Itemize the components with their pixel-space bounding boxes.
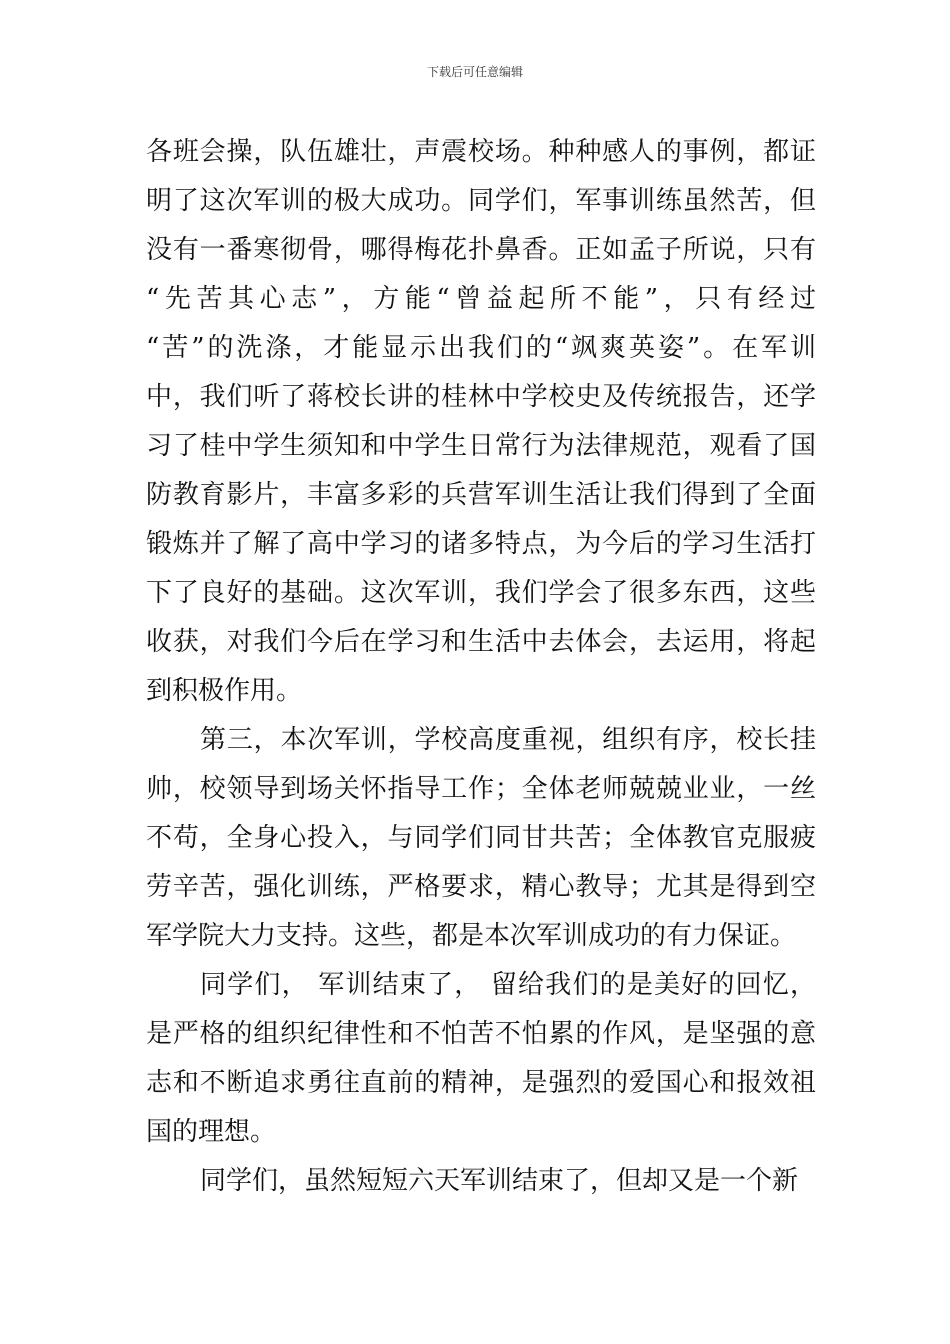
text-line: 各班会操，队伍雄壮，声震校场。种种感人的事例，都证 — [146, 137, 816, 167]
text-line: 防教育影片，丰富多彩的兵营军训生活让我们得到了全面 — [146, 480, 816, 510]
text-line: 第三，本次军训，学校高度重视，组织有序，校长挂 — [200, 725, 816, 755]
page-header: 下载后可任意编辑 — [426, 65, 523, 79]
text-line: 帅，校领导到场关怀指导工作；全体老师兢兢业业，一丝 — [146, 774, 816, 804]
paragraph-1 — [146, 128, 816, 716]
text-line: 中，我们听了蒋校长讲的桂林中学校史及传统报告，还学 — [146, 382, 816, 412]
paragraph-2 — [146, 716, 816, 961]
text-line: 不苟，全身心投入，与同学们同甘共苦；全体教官克服疲 — [146, 823, 816, 853]
text-line: 明了这次军训的极大成功。同学们，军事训练虽然苦，但 — [146, 186, 816, 216]
text-line: 习了桂中学生须知和中学生日常行为法律规范，观看了国 — [146, 431, 816, 461]
text-line: 锻炼并了解了高中学习的诸多特点，为今后的学习生活打 — [146, 529, 816, 559]
paragraph-4 — [146, 1157, 816, 1206]
text-line: 国的理想。 — [146, 1117, 277, 1147]
text-line: 军学院大力支持。这些，都是本次军训成功的有力保证。 — [146, 921, 797, 951]
text-line: 下了良好的基础。这次军训，我们学会了很多东西，这些 — [146, 578, 816, 608]
text-line: 没有一番寒彻骨，哪得梅花扑鼻香。正如孟子所说，只有 — [146, 235, 816, 265]
text-line: 收获，对我们今后在学习和生活中去体会，去运用，将起 — [146, 627, 816, 657]
text-line: “先苦其心志”，方能“曾益起所不能”，只有经过 — [146, 284, 816, 314]
document-body — [146, 128, 816, 1206]
text-line: 劳辛苦，强化训练，严格要求，精心教导；尤其是得到空 — [146, 872, 816, 902]
text-line: 志和不断追求勇往直前的精神，是强烈的爱国心和报效祖 — [146, 1068, 816, 1098]
text-line: 到积极作用。 — [146, 676, 303, 706]
text-line: 是严格的组织纪律性和不怕苦不怕累的作风，是坚强的意 — [146, 1019, 816, 1049]
text-line: “苦”的洗涤，才能显示出我们的“飒爽英姿”。在军训 — [146, 333, 816, 363]
text-line: 同学们，虽然短短六天军训结束了，但却又是一个新 — [200, 1166, 799, 1196]
text-line: 同学们， 军训结束了， 留给我们的是美好的回忆， — [200, 970, 816, 1000]
paragraph-3 — [146, 961, 816, 1157]
